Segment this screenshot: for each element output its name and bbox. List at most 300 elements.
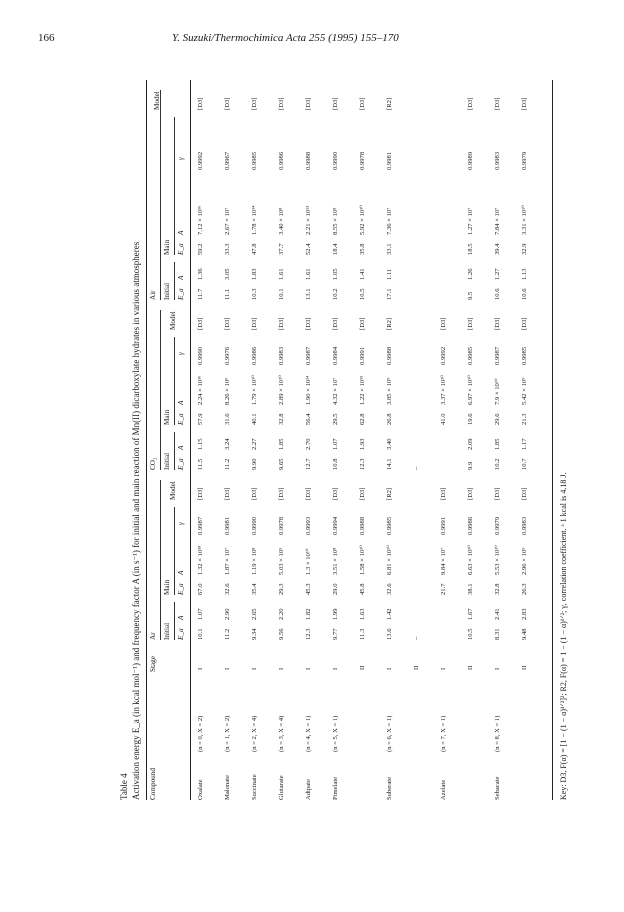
co2-value-cell: 26.8 — [386, 413, 393, 425]
table-row — [468, 80, 479, 800]
co2-value-cell: 0.9991 — [359, 346, 366, 365]
air-value-cell: 0.9990 — [332, 151, 339, 170]
air-value-cell: 17.1 — [386, 288, 393, 300]
co2-value-cell: 32.8 — [278, 413, 285, 425]
formula-cell: (n = 7, X = 1) — [440, 715, 447, 752]
air-value-cell: 10.5 — [359, 288, 366, 300]
table-row — [225, 80, 236, 800]
ar-value-cell: 1.63 — [359, 608, 366, 620]
ar-value-cell: 2.20 — [278, 608, 285, 620]
co2-value-cell: [D3] — [278, 317, 285, 330]
co2-value-cell: 2.89 × 10¹⁰ — [278, 375, 285, 405]
air-value-cell: 10.6 — [494, 288, 501, 300]
co2-value-cell: 2.09 — [467, 438, 474, 450]
co2-gamma: γ — [177, 352, 185, 355]
ar-value-cell: 9.56 — [278, 628, 285, 640]
table-row — [252, 80, 263, 800]
co2-value-cell: 10.8 — [332, 458, 339, 470]
ar-value-cell: 29.3 — [278, 583, 285, 595]
journal-reference: Y. Suzuki/Thermochimica Acta 255 (1995) 155–170 — [172, 32, 399, 44]
air-a-initial: A — [177, 275, 185, 280]
air-value-cell: 33.1 — [386, 243, 393, 255]
ar-value-cell: [D3] — [197, 487, 204, 500]
co2-value-cell: 29.5 — [332, 413, 339, 425]
air-value-cell: 37.7 — [278, 243, 285, 255]
ar-value-cell: 8.31 — [494, 628, 501, 640]
co2-value-cell: [D3] — [305, 317, 312, 330]
stage-cell: I — [305, 667, 312, 670]
air-value-cell: 10.3 — [251, 288, 258, 300]
air-value-cell: 13.1 — [305, 288, 312, 300]
air-value-cell: [D3] — [494, 97, 501, 110]
ar-gamma: γ — [177, 522, 185, 525]
compound-cell: Pimelate — [332, 776, 339, 800]
co2-main: Main — [163, 409, 171, 425]
stage-cell: II — [359, 665, 366, 670]
table-row — [333, 80, 344, 800]
co2-value-cell: 31.6 — [224, 413, 231, 425]
compound-cell: Azelate — [440, 779, 447, 800]
air-main: Main — [163, 239, 171, 255]
ar-value-cell: [D3] — [467, 487, 474, 500]
co2-value-cell: 56.4 — [305, 413, 312, 425]
co2-value-cell: 0.9976 — [224, 346, 231, 365]
ar-value-cell: 0.9988 — [359, 516, 366, 535]
ar-value-cell: 9.48 — [521, 628, 528, 640]
co2-value-cell: 9.90 — [251, 458, 258, 470]
ar-value-cell: 13.6 — [386, 628, 393, 640]
co2-ea-main: E_a — [177, 413, 185, 425]
co2-value-cell: 10.2 — [494, 458, 501, 470]
ar-value-cell: 1.32 × 10¹⁸ — [197, 545, 204, 575]
table-row — [495, 80, 506, 800]
header-compound: Compound — [149, 768, 157, 800]
compound-cell: Oxalate — [197, 779, 204, 800]
ar-value-cell: 11.2 — [224, 628, 231, 640]
ar-value-cell: 5.53 × 10¹⁰ — [494, 545, 501, 575]
ar-value-cell: 67.0 — [197, 583, 204, 595]
co2-value-cell: 1.17 — [521, 438, 528, 450]
formula-cell: (n = 2, X = 4) — [251, 715, 258, 752]
header-ar: Ar — [149, 632, 157, 640]
ar-ea-main: E_a — [177, 583, 185, 595]
air-value-cell: 2.21 × 10¹³ — [305, 205, 312, 235]
air-a-main: A — [177, 230, 185, 235]
formula-cell: (n = 5, X = 1) — [332, 715, 339, 752]
air-value-cell: 1.78 × 10¹⁴ — [251, 205, 258, 235]
co2-value-cell: [D3] — [494, 317, 501, 330]
co2-value-cell: 1.79 × 10¹⁰ — [251, 375, 258, 405]
ar-value-cell: [D3] — [494, 487, 501, 500]
co2-value-cell: 1.85 — [278, 438, 285, 450]
co2-value-cell: 11.2 — [224, 458, 231, 470]
ar-value-cell: 2.65 — [251, 608, 258, 620]
table-key: Key: D3, F(α) = [1 − (1 − α)¹ᐟ³]²; R2, F(α) = 1 − (1 − α)¹ᐟ²; γ, correlation coefficient. ᵃ 1 kcal is 4.18 J. — [559, 472, 568, 800]
ar-value-cell: 2.96 × 10⁹ — [521, 547, 528, 575]
header-bottom-rule — [190, 80, 191, 800]
ar-value-cell: 1.3 × 10¹⁰ — [305, 548, 312, 575]
air-value-cell: 0.9988 — [305, 151, 312, 170]
top-rule — [146, 80, 147, 800]
air-value-cell: 7.36 × 10⁷ — [386, 207, 393, 235]
ar-value-cell: [D3] — [521, 487, 528, 500]
formula-cell: (n = 3, X = 4) — [278, 715, 285, 752]
ar-value-cell: 9.84 × 10⁷ — [440, 547, 447, 575]
air-value-cell: 5.92 × 10¹⁰ — [359, 205, 366, 235]
co2-value-cell: 2.24 × 10¹⁶ — [197, 375, 204, 405]
ar-value-cell: 12.3 — [305, 628, 312, 640]
stage-cell: I — [224, 667, 231, 670]
co2-value-cell: [D3] — [467, 317, 474, 330]
co2-value-cell: 0.9984 — [332, 346, 339, 365]
table-row — [522, 80, 533, 800]
air-value-cell: 0.9989 — [467, 151, 474, 170]
air-value-cell: 1.27 — [494, 268, 501, 280]
stage-cell: I — [386, 667, 393, 670]
ar-value-cell: 10.1 — [197, 628, 204, 640]
compound-cell: Adipate — [305, 779, 312, 800]
air-value-cell: 47.8 — [251, 243, 258, 255]
co2-value-cell: [D3] — [224, 317, 231, 330]
ar-value-cell: 2.90 — [224, 608, 231, 620]
ar-value-cell: 0.9978 — [278, 516, 285, 535]
air-value-cell: 9.5 — [467, 291, 474, 300]
ar-value-cell: 35.4 — [251, 583, 258, 595]
ar-main: Main — [163, 579, 171, 595]
air-value-cell: 0.9981 — [386, 151, 393, 170]
co2-value-cell: 7.9 × 10¹⁰ — [494, 378, 501, 405]
ar-initial-underline — [174, 602, 175, 640]
air-value-cell: [D3] — [224, 97, 231, 110]
air-value-cell: 1.83 — [251, 268, 258, 280]
air-value-cell: 18.5 — [467, 243, 474, 255]
header-air: Air — [149, 290, 157, 300]
air-initial-underline — [174, 262, 175, 300]
ar-value-cell: 29.0 — [332, 583, 339, 595]
stage-cell: I — [278, 667, 285, 670]
air-value-cell: 0.9992 — [197, 151, 204, 170]
ar-value-cell: 11.3 — [359, 628, 366, 640]
air-value-cell: 1.11 — [386, 268, 393, 280]
co2-value-cell: – — [413, 466, 420, 470]
ar-value-cell: 38.1 — [467, 583, 474, 595]
ar-value-cell: 10.5 — [467, 628, 474, 640]
air-value-cell: 1.27 × 10⁷ — [467, 207, 474, 235]
co2-value-cell: 0.9990 — [197, 346, 204, 365]
co2-value-cell: 0.9986 — [251, 346, 258, 365]
co2-value-cell: 0.9983 — [278, 346, 285, 365]
co2-initial: Initial — [163, 452, 171, 470]
co2-initial-underline — [174, 432, 175, 470]
co2-value-cell: [D3] — [440, 317, 447, 330]
ar-a-main: A — [177, 570, 185, 575]
air-value-cell: 0.9983 — [494, 151, 501, 170]
ar-value-cell: 32.6 — [386, 583, 393, 595]
co2-value-cell: 3.37 × 10¹⁰ — [440, 375, 447, 405]
ar-value-cell: 9.77 — [332, 628, 339, 640]
table-caption: Activation energy E_a (in kcal mol⁻¹) and frequency factor A (in s⁻¹) for initial and main reaction of Mn(II) dicarboxylate hydrates in various atmospheres — [131, 241, 141, 800]
bottom-rule — [552, 80, 553, 800]
co2-value-cell: 21.3 — [521, 413, 528, 425]
page-number: 166 — [38, 32, 55, 44]
ar-value-cell: 9.34 — [251, 628, 258, 640]
stage-cell: I — [197, 667, 204, 670]
co2-value-cell: 0.9985 — [521, 346, 528, 365]
air-value-cell: 3.40 × 10⁸ — [278, 207, 285, 235]
co2-value-cell: 62.8 — [359, 413, 366, 425]
running-header — [0, 32, 624, 52]
co2-underline — [160, 310, 161, 470]
co2-value-cell: 40.1 — [251, 413, 258, 425]
ar-value-cell: [D3] — [359, 487, 366, 500]
ar-value-cell: 21.7 — [440, 583, 447, 595]
ar-value-cell: 1.67 — [467, 608, 474, 620]
formula-cell: (n = 1, X = 2) — [224, 715, 231, 752]
air-value-cell: 0.9986 — [278, 151, 285, 170]
ar-value-cell: 0.9986 — [467, 516, 474, 535]
air-value-cell: [D3] — [521, 97, 528, 110]
ar-model: Model — [169, 481, 177, 500]
rotated-table — [120, 80, 590, 800]
co2-value-cell: 1.07 — [332, 438, 339, 450]
formula-cell: (n = 4, X = 1) — [305, 715, 312, 752]
air-value-cell: 1.36 — [197, 268, 204, 280]
stage-cell: I — [251, 667, 258, 670]
ar-value-cell: 0.9990 — [251, 516, 258, 535]
air-value-cell: 3.05 — [224, 268, 231, 280]
ar-initial: Initial — [163, 622, 171, 640]
air-value-cell: [D3] — [332, 97, 339, 110]
ar-value-cell: 6.63 × 10¹⁰ — [467, 545, 474, 575]
ar-value-cell: [D3] — [251, 487, 258, 500]
ar-value-cell: 1.42 — [386, 608, 393, 620]
table-row — [279, 80, 290, 800]
co2-value-cell: [D3] — [197, 317, 204, 330]
air-value-cell: [D3] — [305, 97, 312, 110]
co2-main-underline — [174, 337, 175, 425]
co2-value-cell: 3.85 × 10⁹ — [386, 377, 393, 405]
table-row — [360, 80, 371, 800]
ar-ea-initial: E_a — [177, 628, 185, 640]
ar-value-cell: [D3] — [440, 487, 447, 500]
co2-value-cell: [D3] — [359, 317, 366, 330]
ar-value-cell: 45.8 — [359, 583, 366, 595]
co2-value-cell: 0.9985 — [467, 346, 474, 365]
air-ea-main: E_a — [177, 243, 185, 255]
compound-cell: Glutarate — [278, 775, 285, 800]
table-label: Table 4 — [119, 773, 129, 800]
ar-value-cell: 32.6 — [224, 583, 231, 595]
ar-value-cell: 26.3 — [521, 583, 528, 595]
air-value-cell: 52.4 — [305, 243, 312, 255]
air-value-cell: 1.26 — [467, 268, 474, 280]
ar-value-cell: 2.83 — [521, 608, 528, 620]
air-value-cell: 32.9 — [521, 243, 528, 255]
co2-value-cell: 57.9 — [197, 413, 204, 425]
air-value-cell: 0.9978 — [359, 151, 366, 170]
air-value-cell: [D3] — [467, 97, 474, 110]
formula-cell: (n = 8, X = 1) — [494, 715, 501, 752]
compound-cell: Sebacate — [494, 776, 501, 800]
co2-value-cell: 5.42 × 10⁹ — [521, 377, 528, 405]
ar-value-cell: 5.03 × 10⁵ — [278, 547, 285, 575]
air-value-cell: 10.1 — [278, 288, 285, 300]
ar-value-cell: 0.9987 — [197, 516, 204, 535]
stage-cell: II — [467, 665, 474, 670]
co2-value-cell: 1.90 × 10¹⁴ — [305, 375, 312, 405]
air-value-cell: 39.4 — [494, 243, 501, 255]
stage-cell: I — [494, 667, 501, 670]
air-value-cell: 33.3 — [224, 243, 231, 255]
co2-value-cell: 6.97 × 10¹⁰ — [467, 375, 474, 405]
air-value-cell: 1.05 — [332, 268, 339, 280]
co2-value-cell: 1.85 — [494, 438, 501, 450]
ar-value-cell: [R2] — [386, 487, 393, 500]
air-value-cell: 18.4 — [332, 243, 339, 255]
table-row — [414, 80, 425, 800]
table-row — [441, 80, 452, 800]
table-row — [306, 80, 317, 800]
co2-a-main: A — [177, 400, 185, 405]
ar-value-cell: [D3] — [278, 487, 285, 500]
ar-value-cell: [D3] — [224, 487, 231, 500]
co2-value-cell: 12.7 — [305, 458, 312, 470]
co2-value-cell: 3.24 — [224, 438, 231, 450]
ar-value-cell: 1.87 × 10⁷ — [224, 547, 231, 575]
co2-value-cell: 12.3 — [359, 458, 366, 470]
air-value-cell: 8.55 × 10⁸ — [332, 207, 339, 235]
air-value-cell: 59.2 — [197, 243, 204, 255]
co2-value-cell: 14.1 — [386, 458, 393, 470]
ar-value-cell: 1.99 — [332, 608, 339, 620]
ar-value-cell: 1.07 — [197, 608, 204, 620]
co2-value-cell: 19.6 — [467, 413, 474, 425]
ar-value-cell: 32.8 — [494, 583, 501, 595]
ar-value-cell: 3.51 × 10⁸ — [332, 547, 339, 575]
co2-value-cell: 29.6 — [494, 413, 501, 425]
co2-value-cell: 1.93 — [359, 438, 366, 450]
air-value-cell: [R2] — [386, 97, 393, 110]
air-value-cell: 10.6 — [521, 288, 528, 300]
air-underline — [160, 90, 161, 300]
ar-value-cell: [D3] — [305, 487, 312, 500]
ar-value-cell: 0.9981 — [224, 516, 231, 535]
co2-value-cell: 9.9 — [467, 461, 474, 470]
ar-value-cell: 0.9994 — [332, 516, 339, 535]
co2-model: Model — [169, 311, 177, 330]
ar-value-cell: 1.58 × 10¹⁰ — [359, 545, 366, 575]
co2-value-cell: 8.26 × 10⁶ — [224, 377, 231, 405]
air-gamma: γ — [177, 157, 185, 160]
air-value-cell: 1.41 — [359, 268, 366, 280]
co2-value-cell: 3.40 — [386, 438, 393, 450]
air-ea-initial: E_a — [177, 288, 185, 300]
air-value-cell: [D3] — [359, 97, 366, 110]
ar-value-cell: 0.9985 — [386, 516, 393, 535]
air-value-cell: 7.84 × 10⁷ — [494, 207, 501, 235]
co2-value-cell: [D3] — [521, 317, 528, 330]
ar-underline — [160, 480, 161, 640]
co2-value-cell: 1.15 — [197, 438, 204, 450]
stage-cell: I — [440, 667, 447, 670]
table-row — [387, 80, 398, 800]
formula-cell: (n = 6, X = 1) — [386, 715, 393, 752]
ar-value-cell: 1.82 — [305, 608, 312, 620]
air-value-cell: 0.9967 — [224, 151, 231, 170]
stage-cell: II — [521, 665, 528, 670]
co2-ea-initial: E_a — [177, 458, 185, 470]
air-value-cell: 11.7 — [197, 288, 204, 300]
co2-value-cell: 0.9987 — [305, 346, 312, 365]
ar-a-initial: A — [177, 615, 185, 620]
co2-value-cell: 41.0 — [440, 413, 447, 425]
table-row — [198, 80, 209, 800]
co2-value-cell: 0.9988 — [386, 346, 393, 365]
co2-value-cell: [R2] — [386, 317, 393, 330]
ar-value-cell: 1.19 × 10⁸ — [251, 547, 258, 575]
co2-a-initial: A — [177, 445, 185, 450]
co2-value-cell: [D3] — [332, 317, 339, 330]
formula-cell: (n = 0, X = 2) — [197, 715, 204, 752]
co2-value-cell: 10.7 — [521, 458, 528, 470]
air-value-cell: 1.61 — [278, 268, 285, 280]
co2-value-cell: 0.9992 — [440, 346, 447, 365]
ar-value-cell: 0.9993 — [305, 516, 312, 535]
air-value-cell: 0.9979 — [521, 151, 528, 170]
header-stage: Stage — [149, 656, 157, 672]
air-value-cell: [D3] — [197, 97, 204, 110]
ar-value-cell: 6.81 × 10¹⁰ — [386, 545, 393, 575]
air-value-cell: 10.2 — [332, 288, 339, 300]
air-model: Model — [153, 91, 161, 110]
air-value-cell: 35.8 — [359, 243, 366, 255]
ar-value-cell: 0.9979 — [494, 516, 501, 535]
compound-cell: Suberate — [386, 776, 393, 800]
co2-value-cell: 9.65 — [278, 458, 285, 470]
air-value-cell: [D3] — [251, 97, 258, 110]
ar-value-cell: 0.9991 — [440, 516, 447, 535]
co2-value-cell: 4.32 × 10⁷ — [332, 377, 339, 405]
ar-value-cell: [D3] — [332, 487, 339, 500]
ar-main-underline — [174, 507, 175, 595]
air-value-cell: 11.1 — [224, 288, 231, 300]
co2-value-cell: 0.9987 — [494, 346, 501, 365]
air-value-cell: 3.31 × 10¹⁰ — [521, 205, 528, 235]
air-value-cell: 2.67 × 10⁷ — [224, 207, 231, 235]
air-main-underline — [174, 117, 175, 255]
stage-cell: II — [413, 665, 420, 670]
air-value-cell: 1.13 — [521, 268, 528, 280]
air-value-cell: 7.12 × 10¹⁶ — [197, 205, 204, 235]
ar-value-cell: 0.9983 — [521, 516, 528, 535]
ar-value-cell: 45.3 — [305, 583, 312, 595]
ar-value-cell: – — [413, 636, 420, 640]
co2-value-cell: 2.70 — [305, 438, 312, 450]
air-initial: Initial — [163, 282, 171, 300]
stage-cell: I — [332, 667, 339, 670]
air-value-cell: 0.9985 — [251, 151, 258, 170]
air-value-cell: [D3] — [278, 97, 285, 110]
co2-value-cell: 1.22 × 10¹⁵ — [359, 375, 366, 405]
ar-value-cell: 2.41 — [494, 608, 501, 620]
compound-cell: Malonate — [224, 775, 231, 800]
co2-value-cell: [D3] — [251, 317, 258, 330]
compound-cell: Succinate — [251, 774, 258, 800]
co2-value-cell: 11.5 — [197, 458, 204, 470]
header-co2: CO₂ — [149, 457, 157, 470]
co2-value-cell: 2.27 — [251, 438, 258, 450]
air-value-cell: 1.61 — [305, 268, 312, 280]
